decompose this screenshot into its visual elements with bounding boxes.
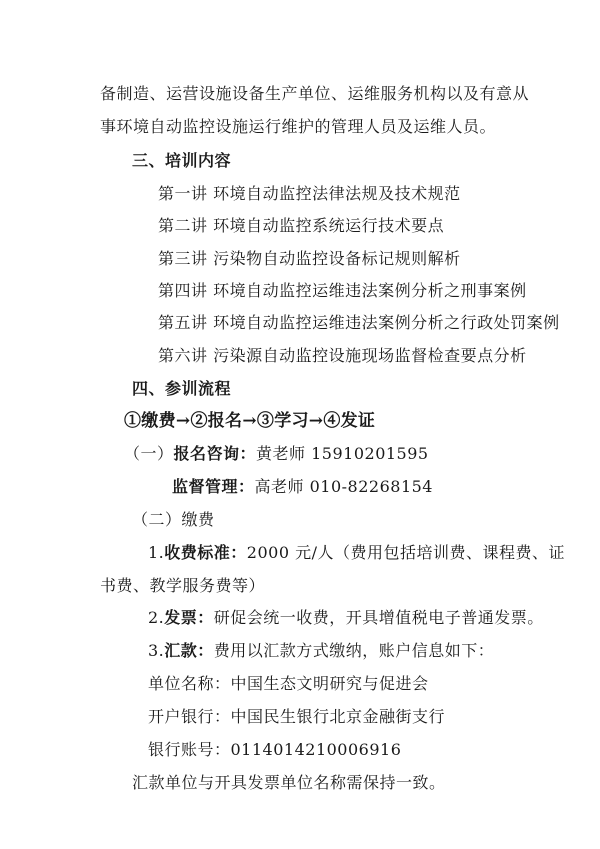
consult-prefix: （一） [124,444,174,463]
account-unit-name: 单位名称：中国生态文明研究与促进会 [148,674,429,693]
supervise-label: 监督管理： [172,477,255,496]
fee-item-1 [148,541,565,565]
intro-line-2: 事环境自动监控设施运行维护的管理人员及运维人员。 [100,117,497,136]
fee-item-3-text: 费用以汇款方式缴纳，账户信息如下： [213,641,495,660]
remittance-note: 汇款单位与开具发票单位名称需保持一致。 [132,773,446,792]
consult-line [124,442,429,466]
fee-item-1-label: 收费标准： [164,543,247,562]
supervise-line [172,475,433,499]
fee-item-2-num: 2. [148,608,165,627]
consult-label: 报名咨询： [173,444,257,463]
account-number: 银行账号：0114014210006916 [148,740,402,759]
lecture-6: 第六讲 污染源自动监控设施现场监督检查要点分析 [158,346,527,365]
fee-item-3 [148,639,494,663]
lecture-4: 第四讲 环境自动监控运维违法案例分析之刑事案例 [158,281,527,300]
fee-item-3-label: 汇款： [164,641,214,660]
fee-item-2-label: 发票： [164,608,214,627]
fee-item-2 [148,606,544,630]
lecture-1: 第一讲 环境自动监控法律法规及技术规范 [158,184,461,203]
intro-line-1: 备制造、运营设施设备生产单位、运维服务机构以及有意从 [100,84,530,103]
supervise-value: 高老师 010-82268154 [254,477,433,496]
fee-item-1-num: 1. [148,543,165,562]
section-heading-training-flow: 四、参训流程 [132,379,232,398]
training-flow-steps: ①缴费→②报名→③学习→④发证 [124,411,376,431]
fee-item-1-continuation: 书费、教学服务费等） [100,576,266,595]
fee-item-1-text: 2000 元/人（费用包括培训费、课程费、证 [246,543,565,562]
consult-value: 黄老师 15910201595 [256,444,429,463]
fees-heading: （二）缴费 [132,510,215,529]
lecture-3: 第三讲 污染物自动监控设备标记规则解析 [158,249,461,268]
fee-item-2-text: 研促会统一收费，开具增值税电子普通发票。 [213,608,544,627]
account-bank: 开户银行：中国民生银行北京金融街支行 [148,707,446,726]
lecture-2: 第二讲 环境自动监控系统运行技术要点 [158,216,445,235]
section-heading-training-content: 三、培训内容 [132,151,232,170]
fee-item-3-num: 3. [148,641,165,660]
lecture-5: 第五讲 环境自动监控运维违法案例分析之行政处罚案例 [158,313,560,332]
